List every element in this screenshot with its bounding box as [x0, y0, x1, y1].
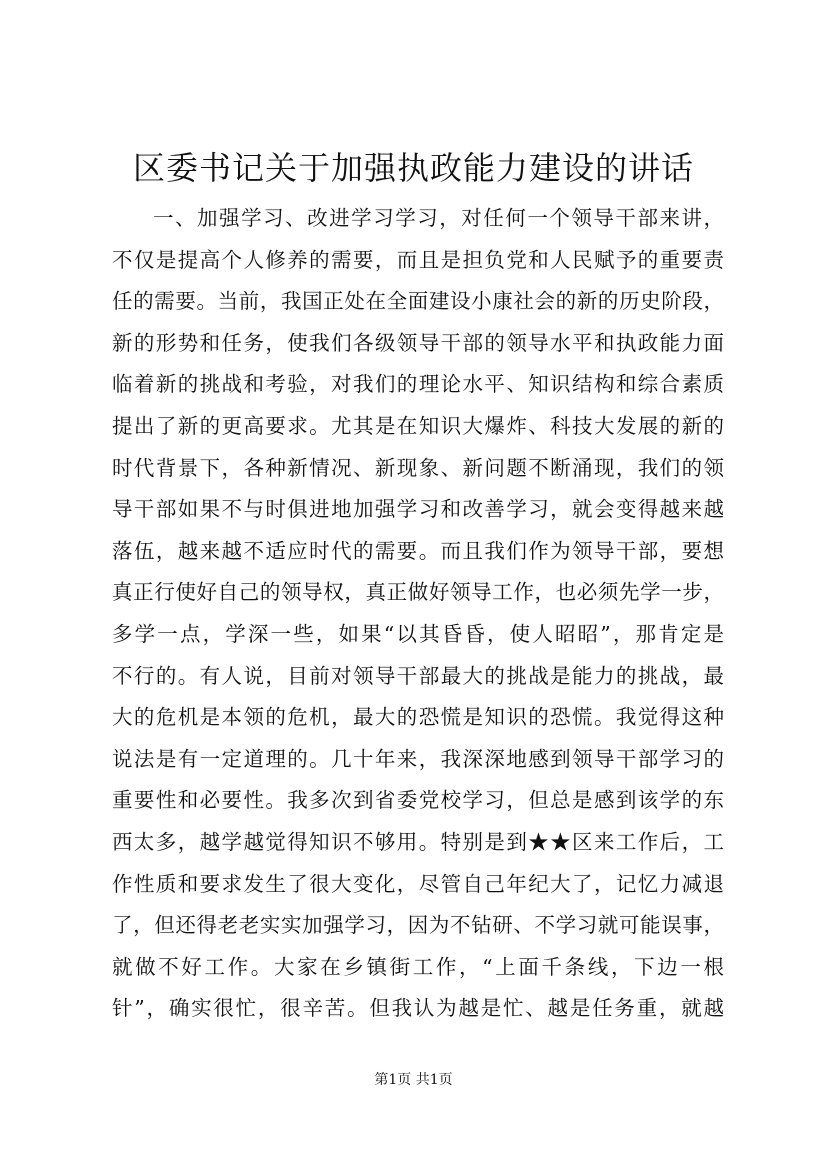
body-line: 临着新的挑战和考验，对我们的理论水平、知识结构和综合素质	[112, 372, 724, 397]
body-line: 新的形势和任务，使我们各级领导干部的领导水平和执政能力面	[112, 330, 724, 355]
body-line: 多学一点，学深一些，如果“以其昏昏，使人昭昭”，那肯定是	[112, 621, 724, 646]
body-line: 不行的。有人说，目前对领导干部最大的挑战是能力的挑战，最	[112, 663, 724, 688]
body-line: 说法是有一定道理的。几十年来，我深深地感到领导干部学习的	[112, 746, 724, 771]
document-title: 区委书记关于加强执政能力建设的讲话	[132, 149, 694, 187]
body-line: 针”，确实很忙，很辛苦。但我认为越是忙、越是任务重，就越	[112, 996, 724, 1021]
body-line: 就做不好工作。大家在乡镇街工作，“上面千条线，下边一根	[112, 954, 724, 979]
body-line: 任的需要。当前，我国正处在全面建设小康社会的新的历史阶段，	[112, 289, 724, 314]
body-line: 作性质和要求发生了很大变化，尽管自己年纪大了，记忆力减退	[112, 871, 724, 896]
body-line: 时代背景下，各种新情况、新现象、新问题不断涌现，我们的领	[112, 455, 724, 480]
body-line: 真正行使好自己的领导权，真正做好领导工作，也必须先学一步，	[112, 580, 724, 605]
body-line: 提出了新的更高要求。尤其是在知识大爆炸、科技大发展的新的	[112, 413, 724, 438]
body-line: 大的危机是本领的危机，最大的恐慌是知识的恐慌。我觉得这种	[112, 705, 724, 730]
body-line: 一、加强学习、改进学习学习，对任何一个领导干部来讲，	[153, 206, 724, 230]
body-line: 重要性和必要性。我多次到省委党校学习，但总是感到该学的东	[112, 788, 724, 813]
body-line: 不仅是提高个人修养的需要，而且是担负党和人民赋予的重要责	[112, 247, 724, 272]
body-line: 落伍，越来越不适应时代的需要。而且我们作为领导干部，要想	[112, 538, 724, 563]
body-line: 导干部如果不与时俱进地加强学习和改善学习，就会变得越来越	[112, 497, 724, 522]
body-line: 了，但还得老老实实加强学习，因为不钻研、不学习就可能误事，	[112, 913, 724, 938]
document-body	[112, 198, 724, 1030]
page-number-footer: 第1页 共1页	[374, 1072, 453, 1088]
body-line: 西太多，越学越觉得知识不够用。特别是到★★区来工作后，工	[112, 829, 724, 854]
